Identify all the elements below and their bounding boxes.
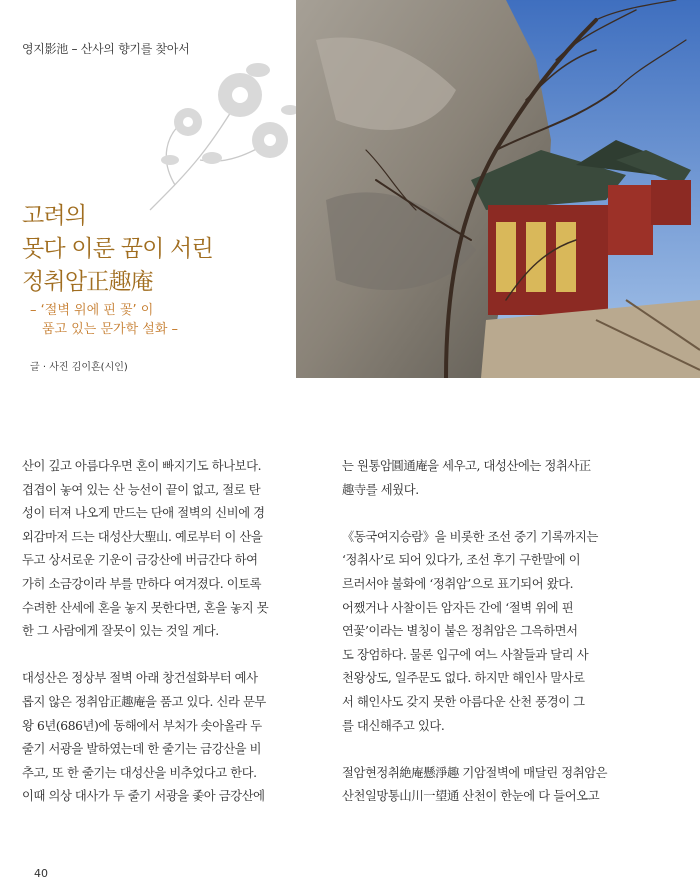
body-line: 절암현정취絶庵懸淨趣 기암절벽에 매달린 정취암은	[342, 765, 608, 780]
title-line: 정취암正趣庵	[22, 269, 153, 295]
body-line: 가히 소금강이라 부를 만하다 여겨졌다. 이토록	[22, 576, 262, 591]
article-title	[22, 200, 213, 299]
body-line: 산천일망통山川一望通 산천이 한눈에 다 들어오고	[342, 789, 600, 804]
body-line: 趣寺를 세웠다.	[342, 482, 419, 497]
body-line: 겹겹이 놓여 있는 산 능선이 끝이 없고, 절로 탄	[22, 482, 261, 497]
body-line: 르러서야 불화에 ‘정취암’으로 표기되어 왔다.	[342, 576, 574, 591]
body-line: 천왕상도, 일주문도 없다. 하지만 해인사 말사로	[342, 671, 585, 686]
body-column-right	[342, 455, 616, 809]
body-line: 한 그 사람에게 잘못이 있는 것일 게다.	[22, 624, 219, 639]
body-line: 서 해인사도 갖지 못한 아름다운 산천 풍경이 그	[342, 694, 585, 709]
body-line: 산이 깊고 아름다우면 혼이 빠지기도 하나보다.	[22, 459, 262, 473]
temple-photo	[296, 0, 700, 378]
body-line: 를 대신해주고 있다.	[342, 718, 445, 733]
page-number: 40	[34, 867, 48, 880]
body-line: 성이 터져 나오게 만드는 단애 절벽의 신비에 경	[22, 506, 265, 521]
body-line: 두고 상서로운 기운이 금강산에 버금간다 하여	[22, 553, 258, 568]
body-line: 는 원통암圓通庵을 세우고, 대성산에는 정취사正	[342, 459, 591, 473]
body-line: 수려한 산세에 혼을 놓지 못한다면, 혼을 놓지 못	[22, 600, 269, 615]
section-header: 영지影池 – 산사의 향기를 찾아서	[22, 42, 190, 56]
body-line: 외감마저 드는 대성산大聖山. 예로부터 이 산을	[22, 529, 263, 544]
article-subtitle	[30, 301, 178, 339]
subtitle-line: 품고 있는 문가학 설화 –	[42, 322, 179, 337]
body-line: 왕 6년(686년)에 동해에서 부처가 솟아올라 두	[22, 718, 262, 733]
title-line: 못다 이룬 꿈이 서린	[22, 236, 213, 262]
body-line: 롭지 않은 정취암正趣庵을 품고 있다. 신라 문무	[22, 694, 266, 709]
author-byline: 글 · 사진 김이흔(시인)	[30, 362, 128, 373]
body-line: 도 장엄하다. 물론 입구에 여느 사찰들과 달리 사	[342, 647, 589, 662]
body-line: 추고, 또 한 줄기는 대성산을 비추었다고 한다.	[22, 765, 257, 780]
body-line: 《동국여지승람》을 비롯한 조선 중기 기록까지는	[342, 529, 598, 544]
body-column-left	[22, 455, 294, 809]
body-line: ‘정취사’로 되어 있다가, 조선 후기 구한말에 이	[342, 553, 581, 568]
title-line: 고려의	[22, 203, 87, 229]
floral-ornament-icon	[130, 40, 305, 220]
body-line: 이때 의상 대사가 두 줄기 서광을 좇아 금강산에	[22, 789, 265, 804]
subtitle-line: – ‘절벽 위에 핀 꽃’ 이	[30, 303, 154, 318]
body-line: 어쨌거나 사찰이든 암자든 간에 ‘절벽 위에 핀	[342, 600, 574, 615]
body-line: 대성산은 정상부 절벽 아래 창건설화부터 예사	[22, 671, 258, 686]
body-line: 줄기 서광을 발하였는데 한 줄기는 금강산을 비	[22, 742, 262, 757]
body-line: 연꽃’이라는 별칭이 붙은 정취암은 그윽하면서	[342, 624, 578, 639]
